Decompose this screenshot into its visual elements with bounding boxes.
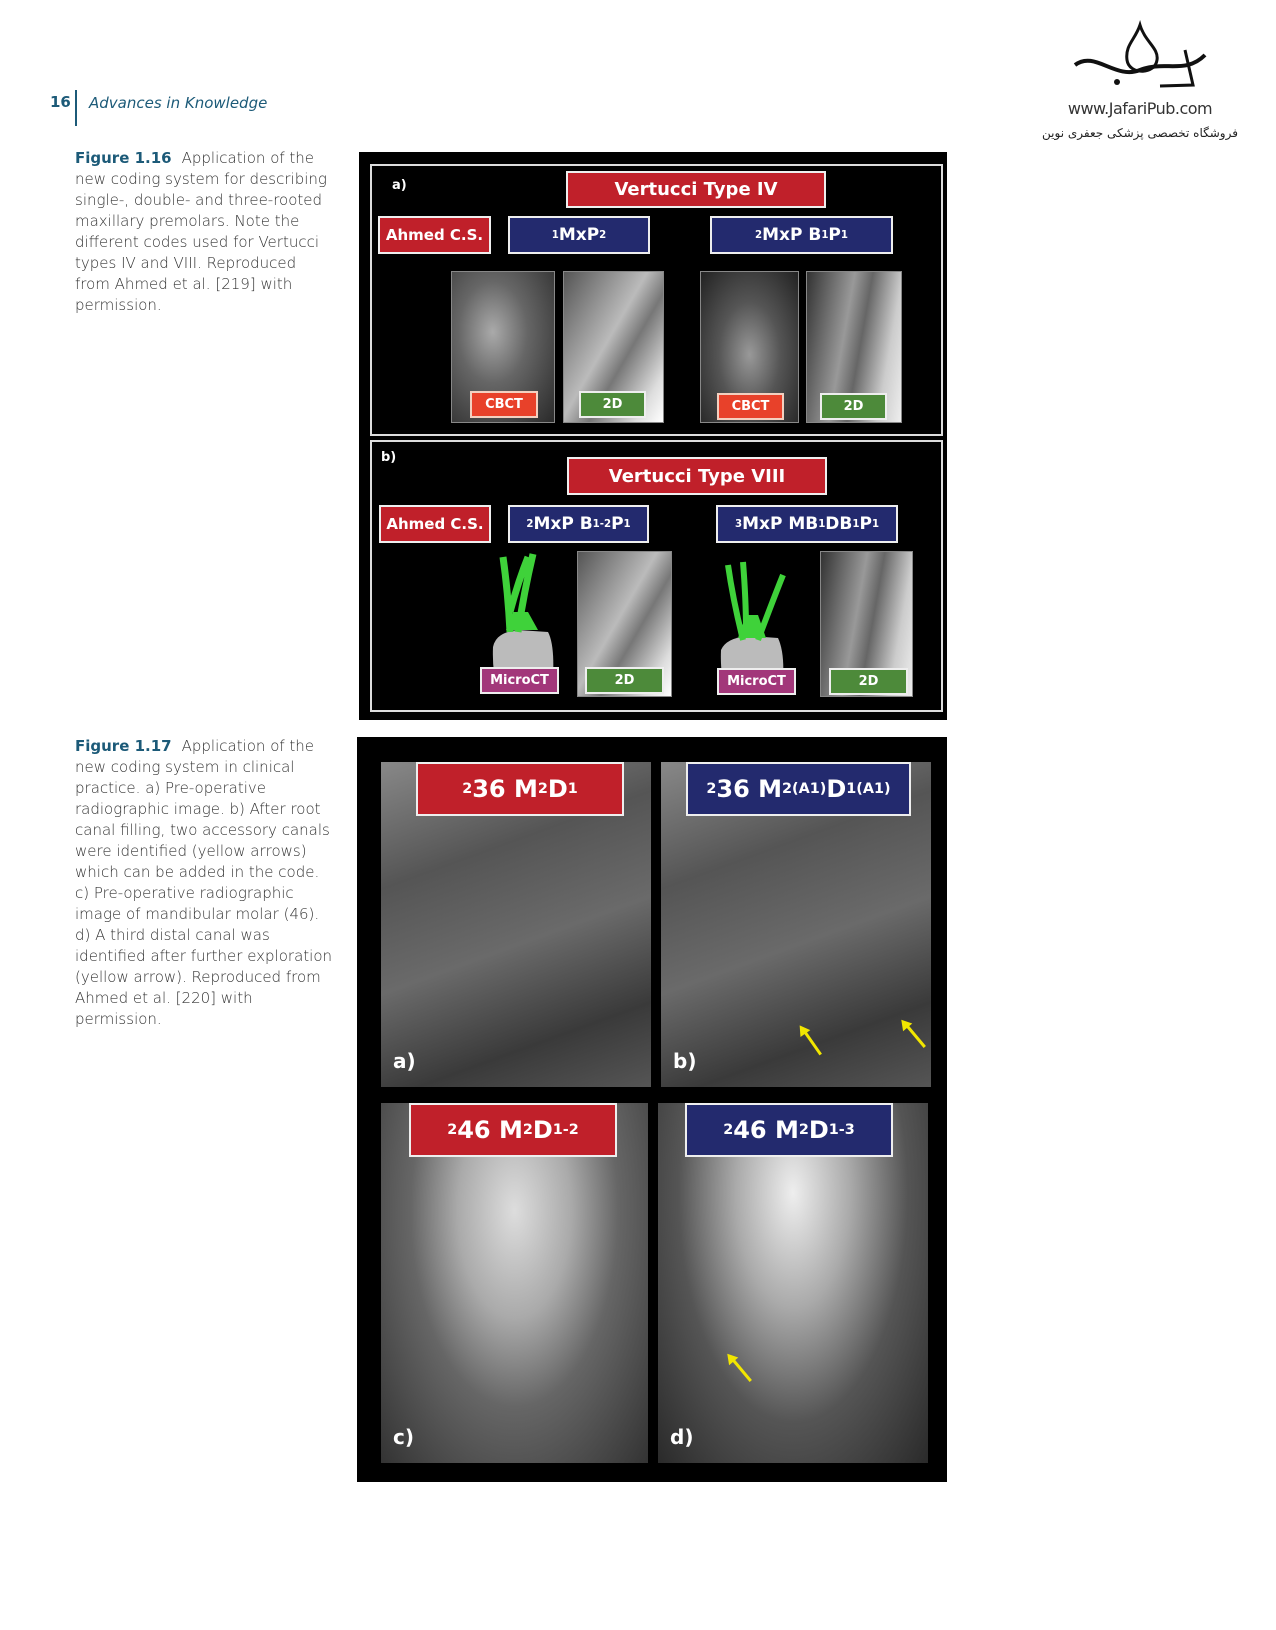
radiograph-panel-c (381, 1103, 648, 1463)
tooth-code-label: 2 36 M 2(A1) D 1(A1) (686, 762, 911, 816)
caption-text: Application of the new coding system in clinical practice. a) Pre-operative radiographic image. b) After root canal filling, two accessory canals were identified (yellow arrows) which can be added in the code. c) Pre-operative radiographic image of mandibular molar (46). d) A third distal canal was identified after further exploration (yellow arrow). Reproduced from Ahmed et al. [220] with permission. (75, 737, 332, 1028)
cbct-tag: CBCT (717, 393, 784, 420)
coding-system-label: Ahmed C.S. (378, 216, 491, 254)
yellow-arrow-icon (904, 1023, 926, 1048)
cbct-tag: CBCT (470, 391, 538, 418)
radiograph-panel-d (658, 1103, 928, 1463)
header-divider (75, 90, 77, 126)
tooth-code-label: 2 36 M 2 D 1 (416, 762, 624, 816)
2d-tag: 2D (579, 391, 646, 418)
panel-letter: b) (673, 1049, 697, 1073)
2d-tag: 2D (820, 393, 887, 420)
figure-1-17-caption (75, 736, 335, 1030)
yellow-arrow-icon (730, 1357, 752, 1382)
2d-tag: 2D (829, 668, 908, 695)
panel-letter: a) (392, 178, 407, 193)
logo-tagline: فروشگاه تخصصی پزشکی جعفری نوین (1042, 126, 1238, 140)
logo-url: www.JafariPub.com (1067, 99, 1213, 118)
panel-letter: c) (393, 1425, 414, 1449)
code-label: 1 MxP 2 (508, 216, 650, 254)
publisher-logo (1040, 20, 1240, 140)
code-label: 3 MxP MB 1 DB 1 P 1 (716, 505, 898, 543)
caption-label: Figure 1.17 (75, 737, 172, 755)
vertucci-type-label: Vertucci Type VIII (567, 457, 827, 495)
panel-letter: d) (670, 1425, 694, 1449)
2d-tag: 2D (585, 667, 664, 694)
code-label: 2 MxP B 1-2 P 1 (508, 505, 649, 543)
running-title: Advances in Knowledge (89, 94, 268, 112)
caption-text: Application of the new coding system for describing single-, double- and three-rooted maxillary premolars. Note the different codes used for Vertucci types IV and VIII. Reproduced from Ahmed et al. [219] with permission. (75, 149, 327, 314)
tooth-code-label: 2 46 M 2 D 1-2 (409, 1103, 617, 1157)
coding-system-label: Ahmed C.S. (379, 505, 491, 543)
caption-label: Figure 1.16 (75, 149, 172, 167)
vertucci-type-label: Vertucci Type IV (566, 171, 826, 208)
code-label: 2 MxP B 1 P 1 (710, 216, 893, 254)
panel-letter: a) (393, 1049, 416, 1073)
page-number: 16 (50, 93, 71, 111)
figure-1-16-caption (75, 148, 335, 316)
microct-tag: MicroCT (717, 668, 796, 695)
calligraphy-logo-icon (1065, 20, 1215, 95)
yellow-arrow-icon (802, 1029, 822, 1055)
tooth-code-label: 2 46 M 2 D 1-3 (685, 1103, 893, 1157)
microct-tag: MicroCT (480, 667, 559, 694)
panel-letter: b) (381, 450, 397, 465)
